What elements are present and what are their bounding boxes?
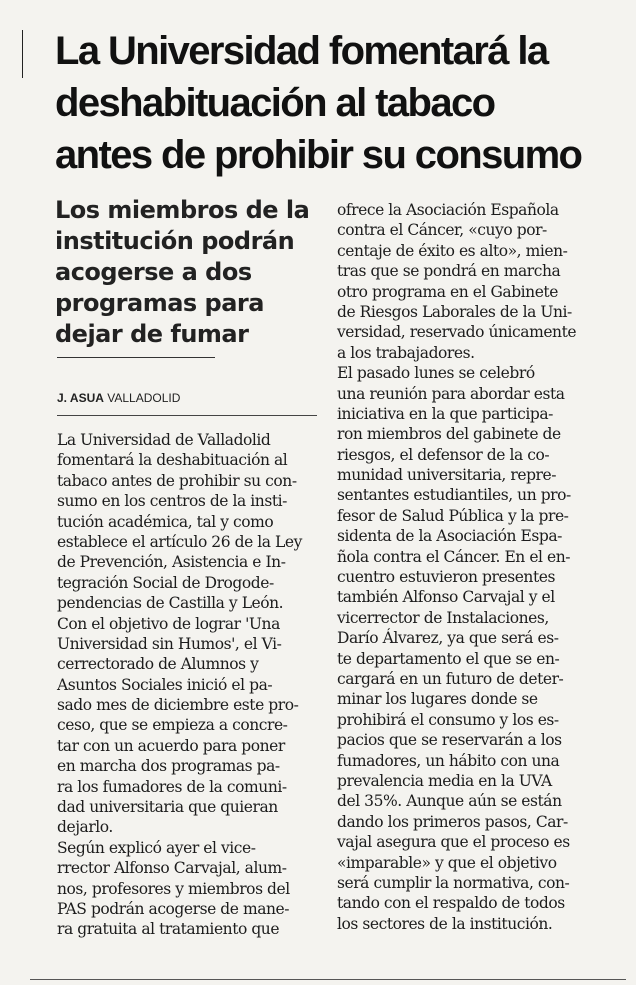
article-text-line: Con el objetivo de lograr 'Una <box>57 614 280 633</box>
article-text-line: te departamento el que se en- <box>337 649 560 668</box>
subheadline <box>55 195 315 350</box>
article-text-line: tando con el respaldo de todos <box>337 894 565 913</box>
right-column <box>337 200 589 934</box>
subheadline-divider <box>57 357 215 358</box>
article-text-line: tar con un acuerdo para poner <box>57 736 285 755</box>
article-text-line: sidenta de la Asociación Espa- <box>337 527 562 546</box>
article-text-line: ñola contra el Cáncer. En el en- <box>337 547 571 566</box>
byline-location: VALLADOLID <box>107 391 181 405</box>
subheadline-line: programas para <box>55 289 264 317</box>
article-text-line: cuentro estuvieron presentes <box>337 568 555 587</box>
article-text-line: Universidad sin Humos', el Vi- <box>57 634 282 653</box>
article-text-line: ceso, que se empieza a concre- <box>57 716 288 735</box>
article-text-line: riesgos, el defensor de la co- <box>337 445 550 464</box>
article-text-line: nos, profesores y miembros del <box>57 879 290 898</box>
article-text-line: vicerrector de Instalaciones, <box>337 608 549 627</box>
article-text-line: cargará en un futuro de deter- <box>337 669 564 688</box>
byline-author: J. ASUA <box>57 391 104 405</box>
article-text-line: prohibirá el consumo y los es- <box>337 710 559 729</box>
article-text-line: Asuntos Sociales inició el pa- <box>57 675 273 694</box>
article-text-line: tras que se pondrá en marcha <box>337 262 561 281</box>
article-text-line: pacios que se reservarán a los <box>337 731 562 750</box>
article-text-line: tución académica, tal y como <box>57 512 274 531</box>
article-text-line: rrector Alfonso Carvajal, alum- <box>57 859 287 878</box>
article-text-line: «imparable» y que el objetivo <box>337 853 557 872</box>
article-text-line: PAS podrán acogerse de mane- <box>57 899 290 918</box>
article-text-line: ra los fumadores de la comuni- <box>57 777 287 796</box>
headline-line: antes de prohibir su consumo <box>55 133 582 177</box>
article-text-line: vajal asegura que el proceso es <box>337 833 570 852</box>
article-text-line: minar los lugares donde se <box>337 690 538 709</box>
article-text-line: cerrectorado de Alumnos y <box>57 655 259 674</box>
article-text-line: munidad universitaria, repre- <box>337 466 557 485</box>
article-text-line: El pasado lunes se celebró <box>337 364 535 383</box>
article-text-line: contra el Cáncer, «cuyo por- <box>337 221 547 240</box>
article-text-line: La Universidad de Valladolid <box>57 431 271 449</box>
article-text-line: tegración Social de Drogode- <box>57 573 274 592</box>
article-text-line: sentantes estudiantiles, un pro- <box>337 486 571 505</box>
left-column <box>57 430 312 940</box>
article-text-line: del 35%. Aunque aún se están <box>337 792 562 811</box>
article-text-line: de Riesgos Laborales de la Uni- <box>337 302 572 321</box>
article-text-line: en marcha dos programas pa- <box>57 757 280 776</box>
article-text-line: fomentará la deshabituación al <box>57 451 288 470</box>
headline-line: deshabituación al tabaco <box>55 81 495 125</box>
article-text-line: Darío Álvarez, ya que será es- <box>337 629 559 648</box>
article-text-line: ron miembros del gabinete de <box>337 425 561 444</box>
article-text-line: Según explicó ayer el vice- <box>57 838 256 857</box>
bottom-divider <box>30 979 626 980</box>
article-text-line: prevalencia media en la UVA <box>337 771 552 790</box>
article-text-line: ofrece la Asociación Española <box>337 201 559 219</box>
article-text-line: iniciativa en la que participa- <box>337 404 553 423</box>
article-text-line: fumadores, un hábito con una <box>337 751 560 770</box>
article-text-line: fesor de Salud Pública y la pre- <box>337 506 569 525</box>
article-text-line: de Prevención, Asistencia e In- <box>57 553 286 572</box>
article-text-line: a los trabajadores. <box>337 343 475 362</box>
article-text-line: también Alfonso Carvajal y el <box>337 588 555 607</box>
article-text-line: será cumplir la normativa, con- <box>337 873 570 892</box>
byline <box>57 391 180 405</box>
byline-divider <box>57 415 317 416</box>
headline-line: La Universidad fomentará la <box>55 29 548 73</box>
subheadline-line: institución podrán <box>55 227 295 255</box>
article-text-line: dejarlo. <box>57 818 113 837</box>
article-text-line: establece el artículo 26 de la Ley <box>57 532 302 551</box>
headline <box>55 25 625 181</box>
article-text-line: sumo en los centros de la insti- <box>57 492 287 511</box>
article-text-line: dando los primeros pasos, Car- <box>337 812 568 831</box>
article-text-line: tabaco antes de prohibir su con- <box>57 471 297 490</box>
article-text-line: sado mes de diciembre este pro- <box>57 696 299 715</box>
subheadline-line: acogerse a dos <box>55 258 252 286</box>
article-text-line: otro programa en el Gabinete <box>337 282 558 301</box>
article-text-line: pendencias de Castilla y León. <box>57 594 284 613</box>
article-text-line: dad universitaria que quieran <box>57 798 278 817</box>
article-text-line: ra gratuita al tratamiento que <box>57 920 280 939</box>
subheadline-line: Los miembros de la <box>55 196 310 224</box>
article-text-line: centaje de éxito es alto», mien- <box>337 241 568 260</box>
margin-rule <box>22 30 23 78</box>
article-text-line: versidad, reservado únicamente <box>337 323 577 342</box>
article-text-line: una reunión para abordar esta <box>337 384 565 403</box>
article-text-line: los sectores de la institución. <box>337 914 553 933</box>
subheadline-line: dejar de fumar <box>55 320 249 348</box>
